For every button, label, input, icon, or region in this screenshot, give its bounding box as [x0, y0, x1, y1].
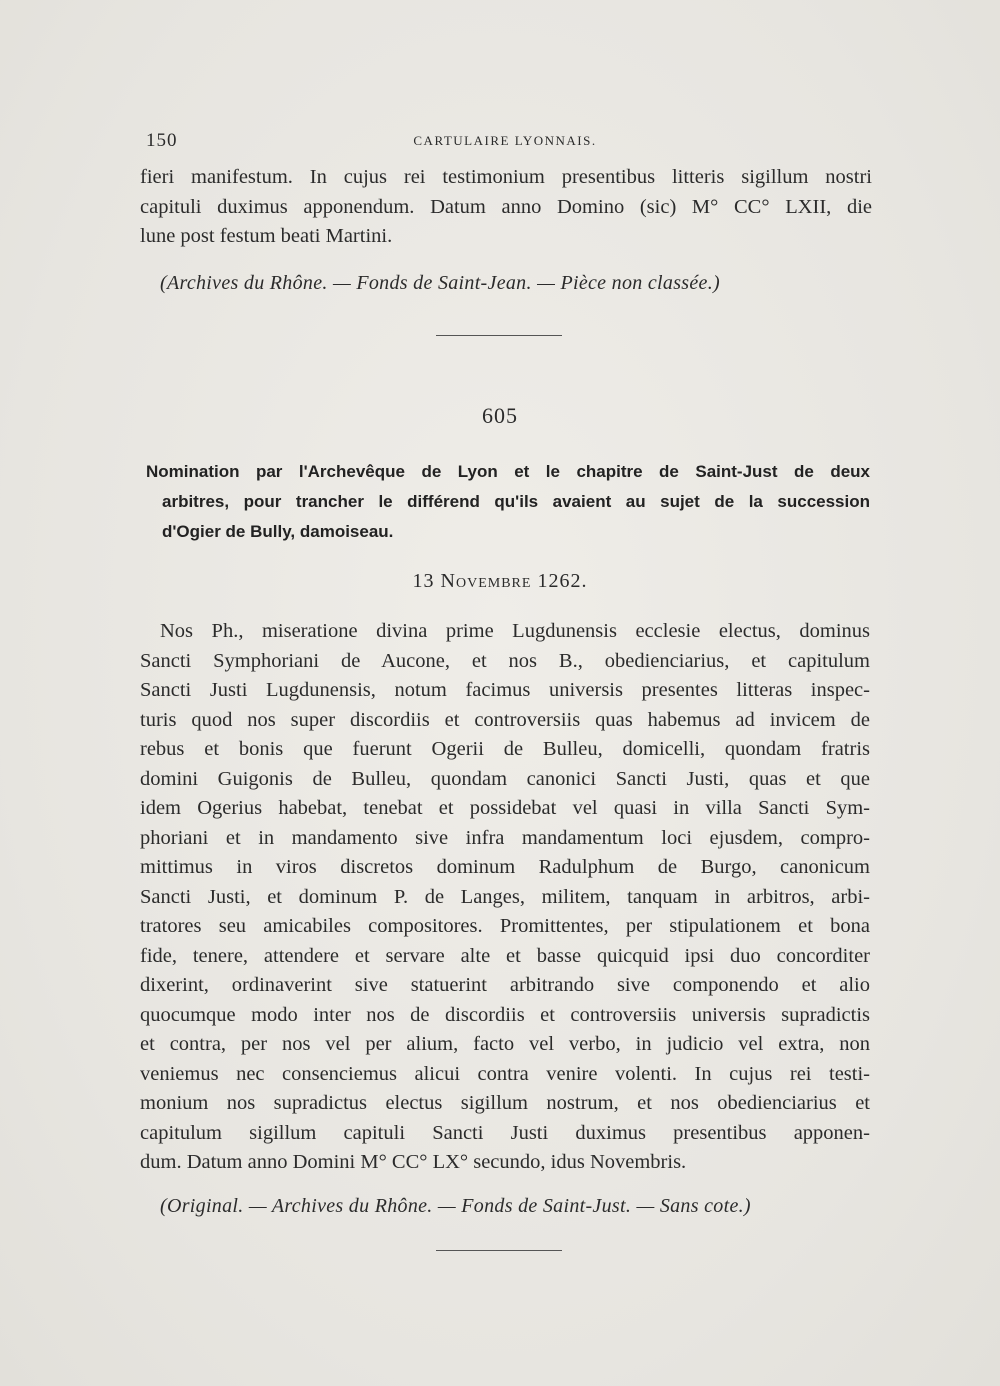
body-line: capitulum sigillum capituli Sancti Justi duximus presentibus apponen- — [140, 1121, 870, 1144]
charter-body — [140, 617, 870, 1178]
charter-source-note: (Original. — Archives du Rhône. — Fonds de Saint-Just. — Sans cote.) — [160, 1195, 751, 1217]
charter-date: 13 Novembre 1262. — [412, 570, 588, 592]
carryover-line: capituli duximus apponendum. Datum anno Domino (sic) M° CC° LXII, die — [140, 195, 872, 218]
charter-number: 605 — [482, 403, 518, 428]
body-line: tratores seu amicabiles compositores. Promittentes, per stipulationem et bona — [140, 915, 870, 937]
body-line: dum. Datum anno Domini M° CC° LX° secundo, idus Novembris. — [140, 1151, 687, 1173]
charter-summary — [146, 457, 870, 547]
carryover-line: fieri manifestum. In cujus rei testimonium presentibus litteris sigillum nostri — [140, 166, 872, 188]
body-line: idem Ogerius habebat, tenebat et possidebat vel quasi in villa Sancti Sym- — [140, 797, 870, 819]
carryover-source-note: (Archives du Rhône. — Fonds de Saint-Jean. — Pièce non classée.) — [160, 272, 720, 294]
body-line: quocumque modo inter nos de discordiis et controversiis universis supradictis — [140, 1003, 870, 1026]
section-divider — [436, 1250, 562, 1251]
body-line: rebus et bonis que fuerunt Ogerii de Bulleu, domicelli, quondam fratris — [140, 738, 870, 760]
summary-line: d'Ogier de Bully, damoiseau. — [162, 522, 394, 541]
section-divider — [436, 335, 562, 336]
body-line: Sancti Justi Lugdunensis, notum facimus universis presentes litteras inspec- — [140, 679, 870, 701]
summary-line: arbitres, pour trancher le différend qu'ils avaient au sujet de la succession — [162, 492, 870, 511]
running-title: CARTULAIRE LYONNAIS. — [413, 133, 597, 148]
carryover-line: lune post festum beati Martini. — [140, 225, 393, 247]
body-line: Nos Ph., miseratione divina prime Lugdunensis ecclesie electus, dominus — [160, 620, 870, 642]
body-line: phoriani et in mandamento sive infra mandamentum loci ejusdem, compro- — [140, 826, 870, 849]
body-line: fide, tenere, attendere et servare alte et basse quicquid ipsi duo concorditer — [140, 944, 870, 967]
body-line: monium nos supradictus electus sigillum nostrum, et nos obedienciarius et — [140, 1092, 870, 1114]
body-line: dixerint, ordinaverint sive statuerint arbitrando sive componendo et alio — [140, 974, 870, 996]
body-line: turis quod nos super discordiis et controversiis quas habemus ad invicem de — [140, 708, 870, 731]
carryover-text — [140, 163, 872, 252]
body-line: domini Guigonis de Bulleu, quondam canonici Sancti Justi, quas et que — [140, 767, 870, 790]
body-line: mittimus in viros discretos dominum Radulphum de Burgo, canonicum — [140, 856, 870, 878]
body-line: Sancti Justi, et dominum P. de Langes, militem, tanquam in arbitros, arbi- — [140, 885, 870, 908]
page-number: 150 — [146, 130, 178, 151]
running-head — [140, 130, 870, 154]
body-line: Sancti Symphoriani de Aucone, et nos B., obedienciarius, et capitulum — [140, 649, 870, 672]
body-line: veniemus nec consenciemus alicui contra venire volenti. In cujus rei testi- — [140, 1062, 870, 1085]
body-line: et contra, per nos vel per alium, facto vel verbo, in judicio vel extra, non — [140, 1033, 870, 1055]
summary-line: Nomination par l'Archevêque de Lyon et le chapitre de Saint-Just de deux — [146, 462, 870, 481]
